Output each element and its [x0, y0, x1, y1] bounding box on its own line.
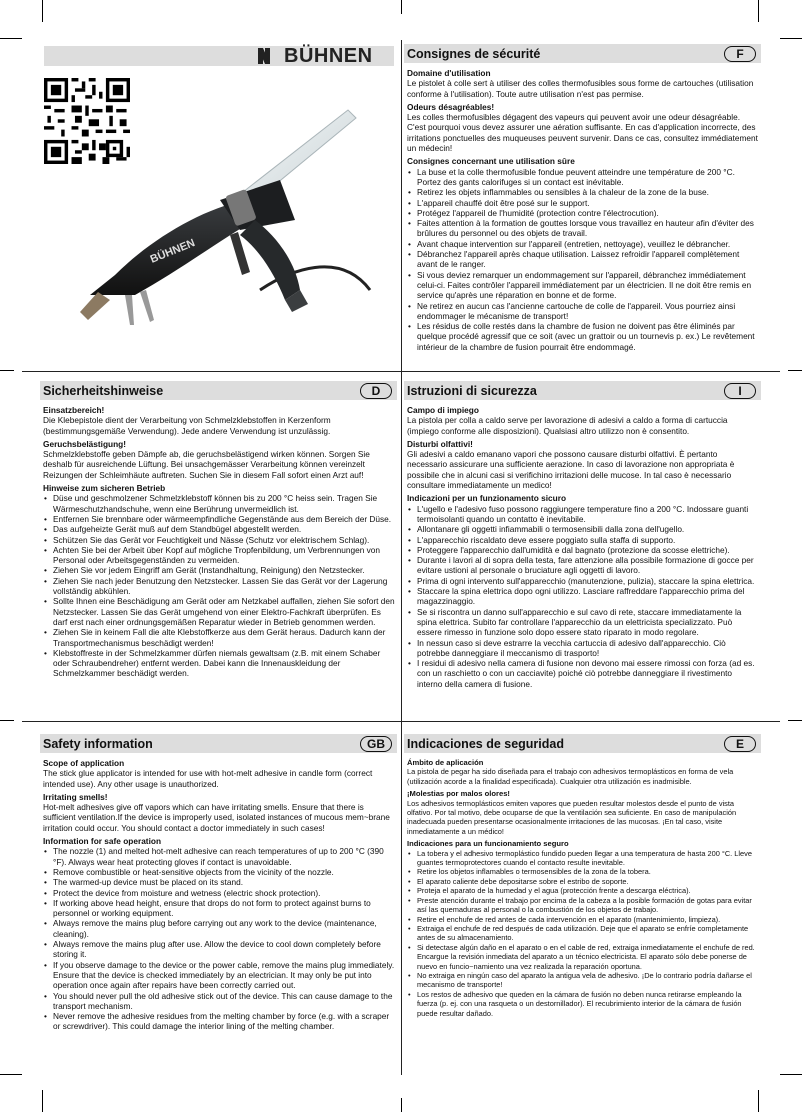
list-item: • Klebstoffreste in der Schmelzkammer dürfen niemals gewaltsam (z.B. mit einem Schaber oder Schraubendreher) entfernt werden. Dabei kann die Innenauskleidung der Schmelzkammer beschädigt werden. [53, 648, 395, 679]
list-item: • L'apparecchio riscaldato deve essere poggiato sulla staffa di supporto. [417, 535, 759, 545]
subheading: Irritating smells! [43, 791, 108, 802]
list-item: • Achten Sie bei der Arbeit über Kopf auf mögliche Tropfenbildung, um Verbrennungen von Personal oder Arbeitsgegenständen zu vermeiden. [53, 545, 395, 566]
brand-logo [258, 46, 394, 66]
list-item: • Schützen Sie das Gerät vor Feuchtigkeit und Nässe (Schutz vor elektrischem Schlag). [53, 535, 395, 545]
section-gb [40, 734, 397, 1032]
list-item: • Retire el enchufe de red antes de cada intervención en el aparato (mantenimiento, limpieza). [417, 915, 759, 924]
subheading: Information for safe operation [43, 836, 162, 847]
list-item: • No extraiga en ningún caso del aparato la antigua vela de adhesivo. ¡De lo contrario podría dañarse el mecanismo de transporte! [417, 971, 759, 990]
paragraph: Hot-melt adhesives give off vapors which can have irritating smells. Ensure that there is sufficient ventilation.If the device is improperly used, isolated instances of mucous mem~brane irritation could occur. You should contact a doctor immediately in such cases! [43, 802, 390, 833]
subheading: Domaine d'utilisation [407, 68, 491, 78]
list-item: • The nozzle (1) and melted hot-melt adhesive can reach temperatures of up to 200 °C (390 °F). Always wear heat protecting gloves if contact is unavoidable. [53, 846, 395, 867]
crop-mark [758, 1090, 759, 1112]
language-badge: GB [360, 736, 392, 752]
list-item: • If you observe damage to the device or the power cable, remove the mains plug immediately. Ensure that the device is checked immediately by an electrician. It may only be put into operation once again after repairs have been correctly carried out. [53, 960, 395, 991]
safety-list [407, 504, 759, 689]
list-item: • Les résidus de colle restés dans la chambre de fusion ne doivent pas être éliminés par quelque procédé agressif que ce soit (avec un grattoir ou un tournevis p. ex.) Le revêtement intérieur de la chambre de fusion pourrait être endommagé. [417, 321, 759, 352]
list-item: • Sollte Ihnen eine Beschädigung am Gerät oder am Netzkabel auffallen, ziehen Sie sofort den Netzstecker. Lassen Sie das Gerät umgehend von einer Elektro-Fachkraft überprüfen. Es darf erst nach einer ordnungsgemäßen Reparatur wieder in Betrieb genommen werden. [53, 596, 395, 627]
brand-logo-icon [258, 48, 280, 64]
paragraph: The stick glue applicator is intended for use with hot-melt adhesive in candle form (correct intended use). Any other usage is unauthorized. [43, 768, 373, 789]
brand-name: BÜHNEN [284, 44, 373, 67]
section-title: Istruzioni di sicurezza [407, 383, 537, 398]
subheading: Ámbito de aplicación [407, 758, 484, 767]
subheading: Einsatzbereich! [43, 405, 105, 415]
list-item: • Débranchez l'appareil après chaque utilisation. Laissez refroidir l'appareil complètement avant de le ranger. [417, 249, 759, 270]
subheading: Indicaciones para un funcionamiento seguro [407, 839, 569, 849]
list-item: • Staccare la spina elettrica dopo ogni utilizzo. Lasciare raffreddare l'apparecchio prima del magazzinaggio. [417, 586, 759, 607]
list-item: • La tobera y el adhesivo termoplástico fundido pueden llegar a una temperatura de hasta 200 °C. Lleve guantes termoprotectores cuando el contacto resulte inevitable. [417, 849, 759, 868]
list-item: • In nessun caso si deve estrarre la vecchia cartuccia di adesivo dall'apparecchio. Ciò potrebbe danneggiare il meccanismo di trasporto! [417, 638, 759, 659]
paragraph: Le pistolet à colle sert à utiliser des colles thermofusibles sous forme de cartouches (utilisation conforme à l'utilisation). Toute autre utilisation n'est pas permise. [407, 78, 754, 99]
safety-list [43, 846, 395, 1031]
language-badge: I [724, 383, 756, 399]
list-item: • Durante i lavori al di sopra della testa, fare attenzione alla possibile formazione di gocce per evitare ustioni al personale o bruciature agli oggetti di lavoro. [417, 555, 759, 576]
gun-brand-label: BÜHNEN [148, 237, 197, 266]
section-title: Consignes de sécurité [407, 46, 541, 61]
row-divider [22, 721, 780, 722]
list-item: • Ziehen Sie in keinem Fall die alte Klebstoffkerze aus dem Gerät heraus. Dadurch kann der Transportmechanismus beschädigt werden! [53, 627, 395, 648]
section-header [404, 381, 761, 400]
list-item: • Das aufgeheizte Gerät muß auf dem Standbügel abgestellt werden. [53, 524, 395, 534]
paragraph: La pistola per colla a caldo serve per lavorazione di adesivi a caldo a forma di cartuccia (impiego conforme alle disposizioni). Qualsiasi altro utilizzo non è consentito. [407, 415, 728, 436]
crop-mark [401, 1098, 402, 1112]
crop-mark [0, 38, 22, 39]
safety-list [407, 167, 759, 352]
list-item: • Remove combustible or heat-sensitive objects from the vicinity of the nozzle. [53, 867, 395, 877]
section-es [404, 734, 761, 1018]
subheading: Geruchsbelästigung! [43, 438, 126, 449]
section-header [404, 44, 761, 63]
crop-mark [42, 0, 43, 22]
list-item: • Ziehen Sie vor jedem Eingriff am Gerät (Instandhaltung, Reinigung) den Netzstecker. [53, 565, 395, 575]
language-badge: E [724, 736, 756, 752]
section-title: Indicaciones de seguridad [407, 736, 564, 751]
paragraph: La pistola de pegar ha sido diseñada para el trabajo con adhesivos termoplásticos en forma de vela (utilización acorde a la finalidad especificada). Cualquier otra utilización es inadmisible. [407, 767, 734, 786]
list-item: • Preste atención durante el trabajo por encima de la cabeza a la posible formación de gotas para evitar así las quemaduras al personal o la combustión de los objetos de trabajo. [417, 896, 759, 915]
section-it [404, 381, 761, 689]
crop-mark [780, 1074, 802, 1075]
safety-list [43, 493, 395, 678]
list-item: • Retire los objetos inflamables o termosensibles de la zona de la tobera. [417, 867, 759, 876]
list-item: • Extraiga el enchufe de red después de cada utilización. Deje que el aparato se enfríe completamente antes de su almacenamiento. [417, 924, 759, 943]
crop-mark [0, 370, 14, 371]
list-item: • Düse und geschmolzener Schmelzklebstoff können bis zu 200 °C heiss sein. Tragen Sie Wärmeschutzhandschuhe, wenn eine Berührung unvermeidlich ist. [53, 493, 395, 514]
paragraph: Schmelzklebstoffe geben Dämpfe ab, die geruchsbelästigend wirken können. Sorgen Sie deshalb für ausreichende Lüftung. Bei unsachgemässer Verarbeitung können vereinzelt Reizungen der Schleimhäute auftreten. Suchen Sie in diesem Fall sofort einen Arzt auf! [43, 449, 370, 480]
row-divider [22, 371, 780, 372]
list-item: • Prima di ogni intervento sull'apparecchio (manutenzione, pulizia), staccare la spina elettrica. [417, 576, 759, 586]
list-item: • La buse et la colle thermofusible fondue peuvent atteindre une température de 200 °C. Portez des gants calorifuges si un contact est inévitable. [417, 167, 759, 188]
crop-mark [0, 720, 14, 721]
subheading: Scope of application [43, 758, 125, 768]
crop-mark [401, 0, 402, 14]
list-item: • Se si riscontra un danno sull'apparecchio e sul cavo di rete, staccare immediatamente la spina elettrica. Subito far controllare l'apparecchio da un elettricista specializzato. Può essere rimesso in funzione solo dopo essere stato riparato in modo regolare. [417, 607, 759, 638]
list-item: • L'appareil chauffé doit être posé sur le support. [417, 198, 759, 208]
list-item: • Always remove the mains plug after use. Allow the device to cool down completely before storing it. [53, 939, 395, 960]
paragraph: Die Klebepistole dient der Verarbeitung von Schmelzklebstoffen in Kerzenform (bestimmungsgemäße Verwendung). Jede andere Verwendung ist unzulässig. [43, 415, 331, 436]
list-item: • Avant chaque intervention sur l'appareil (entretien, nettoyage), veuillez le débrancher. [417, 239, 759, 249]
section-header [40, 381, 397, 400]
list-item: • Entfernen Sie brennbare oder wärmeempfindliche Gegenstände aus dem Bereich der Düse. [53, 514, 395, 524]
list-item: • You should never pull the old adhesive stick out of the device. This can cause damage to the transport mechanism. [53, 991, 395, 1012]
list-item: • L'ugello e l'adesivo fuso possono raggiungere temperature fino a 200 °C. Indossare guanti termoisolanti quando un contatto è inevitabile. [417, 504, 759, 525]
crop-mark [42, 1090, 43, 1112]
list-item: • Protect the device from moisture and wetness (electric shock protection). [53, 888, 395, 898]
list-item: • If working above head height, ensure that drops do not form to protect against burns to personnel or working equipment. [53, 898, 395, 919]
list-item: • Ne retirez en aucun cas l'ancienne cartouche de colle de l'appareil. Vous pourriez ainsi endommager le mécanisme de transport! [417, 301, 759, 322]
language-badge: D [360, 383, 392, 399]
list-item: • I residui di adesivo nella camera di fusione non devono mai essere rimossi con forza (ad es. con un raschietto o con un cacciavite) poiché ciò potrebbe danneggiare il rivestimento interno della camera di fusione. [417, 658, 759, 689]
safety-list [407, 849, 759, 1018]
list-item: • Si vous deviez remarquer un endommagement sur l'appareil, débranchez immédiatement celui-ci. Faites contrôler l'appareil immédiatement par un électricien. Il ne doit être remis en service qu'après une réparation en bonne et de forme. [417, 270, 759, 301]
list-item: • Retirez les objets inflammables ou sensibles à la chaleur de la zone de la buse. [417, 187, 759, 197]
list-item: • Allontanare gli oggetti infiammabili o termosensibili dalla zona dell'ugello. [417, 524, 759, 534]
list-item: • Never remove the adhesive residues from the melting chamber by force (e.g. with a scraper or screwdriver). This could damage the interior lining of the melting chamber. [53, 1011, 395, 1032]
subheading: Campo di impiego [407, 405, 479, 415]
list-item: • Protégez l'appareil de l'humidité (protection contre l'électrocution). [417, 208, 759, 218]
glue-gun-illustration [80, 100, 380, 335]
section-title: Safety information [43, 736, 153, 751]
crop-mark [758, 0, 759, 22]
list-item: • Si detectase algún daño en el aparato o en el cable de red, extraiga inmediatamente el enchufe de red. Encargue la revisión inmediata del aparato a un técnico electricista. El aparato sólo debe ponerse de nuevo en funcio~namiento una vez realizada la reparación oportuna. [417, 943, 759, 971]
list-item: • El aparato caliente debe depositarse sobre el estribo de soporte. [417, 877, 759, 886]
section-title: Sicherheitshinweise [43, 383, 164, 398]
section-fr [404, 44, 761, 352]
paragraph: Los adhesivos termoplásticos emiten vapores que pueden resultar molestos desde el punto de vista olfativo. Por tal motivo, debe ocuparse de que la ventilación sea suficiente. En caso de manipulación inadecuada pueden presentarse ocasionalmente irritaciones de las mucosas. ¡En tal caso, visite inmediatamente a un médico! [407, 798, 737, 836]
section-header [404, 734, 761, 753]
crop-mark [788, 370, 802, 371]
subheading: Disturbi olfattivi! [407, 438, 473, 449]
paragraph: Les colles thermofusibles dégagent des vapeurs qui peuvent avoir une odeur désagréable. C'est pourquoi vous devez assurer une aération suffisante. En cas d'application incorrecte, des irritations ponctuelles des muqueuses peuvent survenir. Dans ce cas, consultez immédiatement un médecin! [407, 112, 758, 154]
list-item: • Faites attention à la formation de gouttes lorsque vous travaillez en hauteur afin d'éviter des brûlures du personnel ou des objets de travail. [417, 218, 759, 239]
section-header [40, 734, 397, 753]
column-divider [401, 40, 402, 1075]
subheading: Indicazioni per un funzionamento sicuro [407, 493, 567, 504]
subheading: ¡Molestias por malos olores! [407, 789, 510, 799]
list-item: • Proteggere l'apparecchio dall'umidità e dal bagnato (protezione da scosse elettriche). [417, 545, 759, 555]
list-item: • Ziehen Sie nach jeder Benutzung den Netzstecker. Lassen Sie das Gerät vor der Lagerung vollständig abkühlen. [53, 576, 395, 597]
crop-mark [0, 1074, 22, 1075]
subheading: Hinweise zum sicheren Betrieb [43, 483, 166, 494]
subheading: Odeurs désagréables! [407, 101, 495, 112]
list-item: • Always remove the mains plug before carrying out any work to the device (maintenance, cleaning). [53, 918, 395, 939]
paragraph: Gli adesivi a caldo emanano vapori che possono causare disturbi olfattivi. È pertanto necessario assicurare una sufficiente aerazione. In caso di lavorazione non appropriata è possibile che in alcuni casi si verifichino irritazioni delle mucose. In tal caso è necessario consultare immediatamente un medico! [407, 449, 735, 491]
section-de [40, 381, 397, 679]
subheading: Consignes concernant une utilisation sûre [407, 156, 575, 167]
list-item: • The warmed-up device must be placed on its stand. [53, 877, 395, 887]
crop-mark [788, 720, 802, 721]
list-item: • Proteja el aparato de la humedad y el agua (protección frente a descarga eléctrica). [417, 886, 759, 895]
list-item: • Los restos de adhesivo que queden en la cámara de fusión no deben nunca retirarse empleando la fuerza (p. ej. con una rasqueta o un destornillador). El recubrimiento interior de la cámara de fusión puede resultar dañado. [417, 990, 759, 1018]
language-badge: F [724, 46, 756, 62]
crop-mark [780, 38, 802, 39]
